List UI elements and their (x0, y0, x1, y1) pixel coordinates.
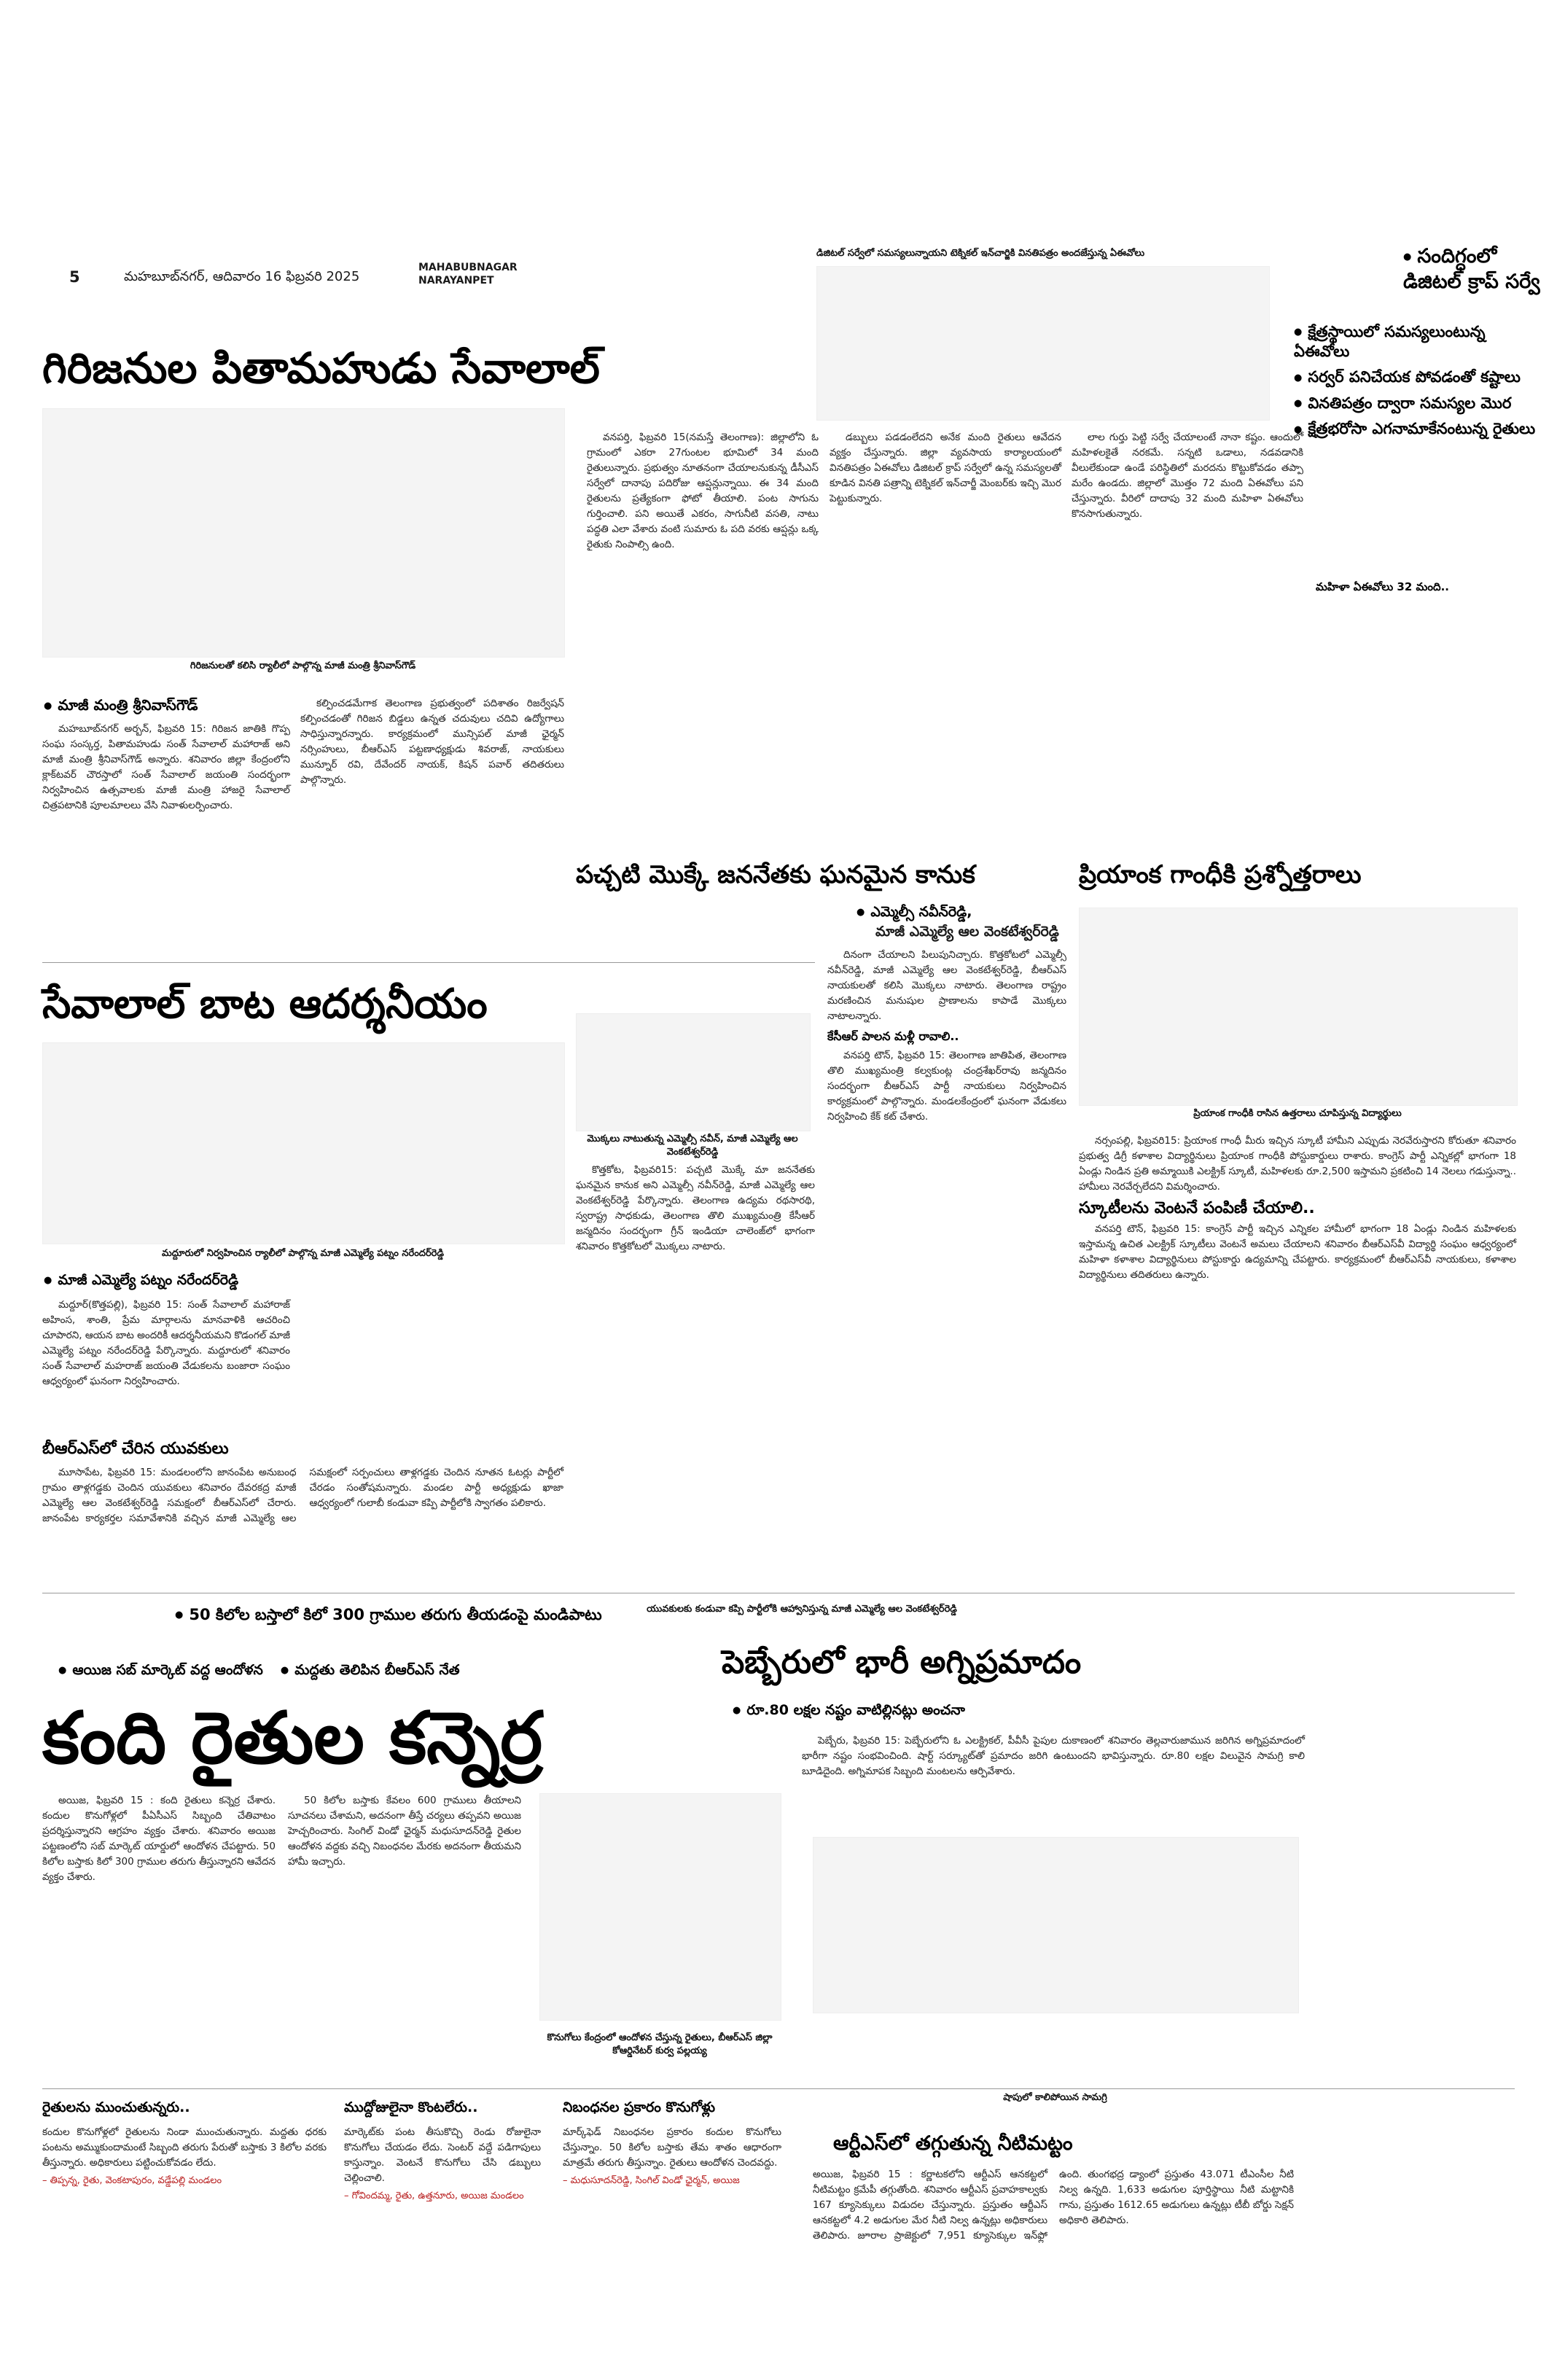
kandi-paragraph: అయిజ, ఫిబ్రవరి 15 : కంది రైతులు కన్నెర్ర చేశారు. కందుల కొనుగోళ్లలో పీఏసీఎస్ సిబ్బంది చేతివాటం ప్రదర్శిస్తున్నారని ఆగ్రహం వ్యక్తం చేశారు. శనివారం అయిజ పట్టణంలోని సబ్ మార్కెట్ యార్డులో ఆందోళన చేపట్టారు. 50 కిలోల బస్తాకు కిలో 300 గ్రాముల తరుగు తీస్తున్నారని ఆవేదన వ్యక్తం చేశారు. (42, 1795, 276, 1883)
quote-heading: రైతులను ముంచుతున్నరు.. (42, 2099, 190, 2115)
quote-body: మార్కెట్‌కు పంట తీసుకొచ్చి రెండు రోజులైనా కొనుగోలు చేయడం లేదు. సెంటర్ వద్దే పడిగాపులు కాస్తున్నాం. వెంటనే కొనుగోలు చేసి డబ్బులు చెల్లించాలి. (344, 2126, 541, 2184)
headline-rts-water: ఆర్టీఎస్‌లో తగ్గుతున్న నీటిమట్టం (833, 2132, 1073, 2155)
survey-paragraph: వనపర్తి, ఫిబ్రవరి 15(నమస్తే తెలంగాణ): జిల్లాలోని ఓ గ్రామంలో ఎకరా 27గుంటల భూమిలో 34 మంది రైతులున్నారు. ప్రభుత్వం నూతనంగా చేయాలనుకున్న డీసీఎస్ సర్వేలో దానాపు పదిరోజు ఆప్షన్లున్నాయి. ఈ 34 మంది రైతులను ప్రత్యేకంగా ఫోటో తీయాలి. పంట సాగును గుర్తించాలి. పని అయితే ఎకరం, సాగునీటి వసతి, నాటు పద్ధతి ఎలా వేశారు వంటి సుమారు ఓ పది వరకు ఆప్షన్లు ఒక్క రైతుకు నింపాల్సి ఉంది. (587, 432, 819, 550)
byline-srinivas-goud: ● మాజీ మంత్రి శ్రీనివాస్‌గౌడ్ (44, 696, 198, 717)
rts-water-body: అయిజ, ఫిబ్రవరి 15 : కర్ణాటకలోని ఆర్టీఎస్ ఆనకట్టలో నీటిమట్టం క్రమేపీ తగ్గుతోంది. శనివారం ఆర్టీఎస్ ప్రవాహకాల్వకు 167 క్యూసెక్కులు విడుదల చేస్తున్నారు. ప్రస్తుతం ఆర్టీఎస్ ఆనకట్టలో 4.2 అడుగుల మేర నీటి నిల్వ ఉన్నట్లు అధికారులు తెలిపారు. జూరాల ప్రాజెక్టులో 7,951 క్యూసెక్కుల ఇన్‌ఫ్లో ఉంది. తుంగభద్ర డ్యాంలో ప్రస్తుతం 43.071 టీఎంసీల నీటి నిల్వ ఉన్నది. 1,633 అడుగుల పూర్తిస్థాయి నీటి మట్టానికి గాను, ప్రస్తుతం 1612.65 అడుగులు ఉన్నట్లు టీబీ బోర్డు సెక్షన్ అధికారి తెలిపారు. (813, 2169, 1294, 2242)
survey-body-col2 (830, 430, 1061, 510)
kicker-support: ● మద్దతు తెలిపిన బీఆర్‌ఎస్ నేత (281, 1662, 460, 1682)
photo-caption-burnt-goods: షాపులో కాలిపోయిన సామగ్రి (1003, 2092, 1107, 2103)
survey-bullet: ● సర్వర్ పనిచేయక పోవడంతో కష్టాలు (1294, 367, 1542, 388)
brs-join-body (42, 1465, 563, 1526)
headline-green-gift: పచ్చటి మొక్కే జననేతకు ఘనమైన కానుక (576, 860, 975, 889)
kandi-protest-photo (539, 1793, 781, 2021)
farmer-quote-2 (344, 2099, 541, 2204)
maddur-rally-photo (42, 1042, 565, 1244)
survey-bullets (1294, 244, 1542, 440)
photo-caption-maddur: మద్దూరులో నిర్వహించిన ర్యాలీలో పాల్గొన్న మాజీ ఎమ్మెల్యే పట్నం నరేందర్‌రెడ్డి (161, 1248, 444, 1259)
plantation-body-col1 (576, 1163, 815, 1257)
fire-paragraph: పెబ్బేరు, ఫిబ్రవరి 15: పెబ్బేరులోని ఓ ఎలక్ట్రికల్, పీవీసీ పైపుల దుకాణంలో శనివారం తెల్లవారుజామున జరిగిన అగ్నిప్రమాదంలో భారీగా నష్టం సంభవించింది. షార్ట్ సర్క్యూట్‌తో ప్రమాదం జరిగి ఉంటుందని భావిస్తున్నారు. రూ.80 లక్షల విలువైన సామగ్రి కాలి బూడిదైంది. అగ్నిమాపక సిబ్బంది మంటలను ఆర్పివేశారు. (802, 1735, 1305, 1777)
brs-join-paragraph: మూసాపేట, ఫిబ్రవరి 15: మండలంలోని జానంపేట అనుబంధ గ్రామం తాళ్లగడ్డకు చెందిన యువకులు శనివారం దేవరకద్ర మాజీ ఎమ్మెల్యే ఆల వెంకటేశ్వర్‌రెడ్డి సమక్షంలో బీఆర్‌ఎస్‌లో చేరారు. జానంపేట కార్యకర్తల సమావేశానికి వచ్చిన మాజీ ఎమ్మెల్యే ఆల సమక్షంలో సర్పంచులు తాళ్లగడ్డకు చెందిన నూతన ఓటర్లు పార్టీలో చేరడం సంతోషమన్నారు. మండల పార్టీ అధ్యక్షుడు ఖాజా ఆధ్వర్యంలో గులాబీ కండువా కప్పి పార్టీలోకి స్వాగతం పలికారు. (42, 1467, 563, 1524)
survey-bullet: ● క్షేత్రస్థాయిలో సమస్యలుంటున్న ఏఈవోలు (1294, 322, 1542, 362)
survey-body-col3 (1072, 430, 1303, 525)
quote-body: మార్క్‌ఫెడ్ నిబంధనల ప్రకారం కందుల కొనుగోలు చేస్తున్నాం. 50 కిలోల బస్తాకు తేమ శాతం ఆధారంగా మాత్రమే తరుగు తీస్తున్నాం. రైతులు ఆందోళన చెందవద్దు. (563, 2126, 781, 2169)
quote-heading: నిబంధనల ప్రకారం కొనుగోళ్లు (563, 2099, 715, 2115)
sevalal-photo (42, 408, 565, 658)
headline-fire: పెబ్బేరులో భారీ అగ్నిప్రమాదం (722, 1644, 1082, 1681)
plantation-paragraph: కొత్తకోట, ఫిబ్రవరి15: పచ్చటి మొక్కే మా జననేతకు ఘనమైన కానుక అని ఎమ్మెల్సీ నవీన్‌రెడ్డి, మాజీ ఎమ్మెల్యే ఆల వెంకటేశ్వర్‌రెడ్డి పేర్కొన్నారు. తెలంగాణ ఉద్యమ రథసారథి, స్వరాష్ట్ర సాధకుడు, తెలంగాణ తొలి ముఖ్యమంత్రి కేసీఆర్ జన్మదినం సందర్భంగా గ్రీన్ ఇండియా చాలెంజ్‌లో భాగంగా శనివారం కొత్తకోటలో మొక్కలు నాటారు. (576, 1164, 815, 1252)
survey-bullet: ● సందిగ్ధంలో డిజిటల్ క్రాప్ సర్వే (1403, 244, 1542, 294)
quote-body: కందుల కొనుగోళ్లలో రైతులను నిండా ముంచుతున్నారు. మద్దతు ధరకు పంటను అమ్ముకుందామంటే సిబ్బంది తరుగు పేరుతో బస్తాకు 3 కిలోల వరకు తీస్తున్నారు. అధికారులు పట్టించుకోవడం లేదు. (42, 2126, 327, 2169)
farmer-quote-1 (42, 2099, 327, 2188)
headline-brs-join: బీఆర్‌ఎస్‌లో చేరిన యువకులు (42, 1440, 229, 1458)
date-line: మహబూబ్‌నగర్, ఆదివారం 16 ఫిబ్రవరి 2025 (124, 269, 360, 284)
photo-caption-plantation: మొక్కలు నాటుతున్న ఎమ్మెల్సీ నవీన్, మాజీ ఎమ్మెల్యే ఆల వెంకటేశ్వర్‌రెడ్డి (587, 1134, 798, 1158)
plantation-paragraph: వనపర్తి టౌన్, ఫిబ్రవరి 15: తెలంగాణ జాతిపిత, తెలంగాణ తొలి ముఖ్యమంత్రి కల్వకుంట్ల చంద్రశేఖర్‌రావు జన్మదినం సందర్భంగా బీఆర్‌ఎస్ పార్టీ నాయకులు నిర్వహించిన కార్యక్రమంలో పాల్గొన్నారు. మండలకేంద్రంలో ఘనంగా వేడుకలు నిర్వహించి కేక్ కట్ చేశారు. (827, 1050, 1066, 1123)
survey-body-col1 (587, 430, 819, 555)
photo-caption-sevalal: గిరిజనులతో కలిసి ర్యాలీలో పాల్గొన్న మాజీ మంత్రి శ్రీనివాస్‌గౌడ్ (190, 660, 416, 671)
kicker-weight: ● 50 కిలోల బస్తాలో కిలో 300 గ్రాముల తరుగు తీయడంపై మండిపాటు (175, 1604, 729, 1626)
edition-top: MAHABUBNAGAR (418, 262, 518, 273)
byline-ala-venkateshwar: మాజీ ఎమ్మెల్యే ఆల వెంకటేశ్వర్‌రెడ్డి (875, 924, 1059, 940)
byline-naveen-reddy: ● ఎమ్మెల్సీ నవీన్‌రెడ్డి, (856, 904, 1059, 924)
quote-signature: – మధుసూదన్‌రెడ్డి, సింగిల్ విండో ఛైర్మన్, అయిజ (563, 2175, 740, 2186)
kandi-paragraph: 50 కిలోల బస్తాకు కేవలం 600 గ్రాములు తీయాలని సూచనలు చేశామని, అదనంగా తీస్తే చర్యలు తప్పవని అయిజ హెచ్చరించారు. సింగిల్ విండో ఛైర్మన్ మధుసూదన్‌రెడ్డి రైతుల ఆందోళన వద్దకు వచ్చి నిబంధనల మేరకు అదనంగా తీయమని హామీ ఇచ్చారు. (288, 1795, 521, 1868)
sevalal-paragraph: కల్పించడమేగాక తెలంగాణ ప్రభుత్వంలో పదిశాతం రిజర్వేషన్ కల్పించడంతో గిరిజన బిడ్డలు ఉన్నత చదువులు చదివి ఉద్యోగాలు సాధిస్తున్నారన్నారు. కార్యక్రమంలో మున్సిపల్ మాజీ ఛైర్మన్ నర్సింహులు, బీఆర్‌ఎస్ పట్టణాధ్యక్షుడు శివరాజ్, నాయకులు మున్నూర్ రవి, దేవేందర్ నాయక్, కిషన్ పవార్ తదితరులు పాల్గొన్నారు. (300, 698, 564, 786)
priyanka-paragraph: నర్సంపల్లి, ఫిబ్రవరి15: ప్రియాంక గాంధీ మీరు ఇచ్చిన స్కూటీ హామీని ఎప్పుడు నెరవేరుస్తారని కోరుతూ శనివారం ప్రభుత్వ డిగ్రీ కళాశాల విద్యార్థినులు ప్రియాంక గాంధీకి పోస్టుకార్డులు రాశారు. కాంగ్రెస్ పార్టీ ఎన్నికల్లో భాగంగా 18 ఏండ్లు నిండిన ప్రతి అమ్మాయికి ఎలక్ట్రిక్ స్కూటీ, మహిళలకు రూ.2,500 ఇస్తామని ప్రకటించి 14 నెలలు గడుస్తున్నా.. హామీలు నెరవేర్చలేదని విమర్శించారు. (1079, 1135, 1516, 1193)
official-quote (563, 2099, 781, 2188)
quote-signature: – తిప్పన్న, రైతు, వెంకటాపురం, వడ్డేపల్లి మండలం (42, 2175, 222, 2186)
kandi-kickers-2 (58, 1662, 787, 1682)
headline-sevalal: గిరిజనుల పితామహుడు సేవాలాల్ (42, 343, 600, 393)
photo-caption-kandi-protest: కొనుగోలు కేంద్రంలో ఆందోళన చేస్తున్న రైతులు, బీఆర్‌ఎస్ జిల్లా కోఆర్డినేటర్ కుర్వ పల్లయ్య (547, 2032, 773, 2056)
plantation-body-col2 (827, 948, 1066, 1128)
sevalal-body-col2 (300, 696, 564, 791)
rts-water-story (813, 2132, 1294, 2244)
sub-heading-kcr: కేసీఆర్ పాలన మళ్లీ రావాలి.. (827, 1029, 959, 1043)
photo-caption-aeo: డిజిటల్ సర్వేలో సమస్యలున్నాయని టెక్నికల్ ఇన్‌చార్జికి వినతిపత్రం అందజేస్తున్న ఏఈవోలు (816, 248, 1145, 259)
quote-signature: – గోవిందమ్మ, రైతు, ఉత్తనూరు, అయిజ మండలం (344, 2190, 524, 2201)
quote-heading: ముద్దోజులైనా కొంటలేరు.. (344, 2099, 478, 2115)
priyanka-body (1079, 1134, 1516, 1286)
maddur-paragraph: మద్దూర్(కొత్తపల్లి), ఫిబ్రవరి 15: సంత్ సేవాలాల్ మహారాజ్ అహింస, శాంతి, ప్రేమ మార్గాలను మానవాళికి ఆచరించి చూపారని, ఆయన బాట అందరికీ ఆదర్శనీయమని కొడంగల్ మాజీ ఎమ్మెల్యే పట్నం నరేందర్‌రెడ్డి పేర్కొన్నారు. మద్దూరులో శనివారం సంత్ సేవాలాల్ మహరాజ్ జయంతి వేడుకలను బంజారా సంఘం ఆధ్వర్యంలో ఘనంగా నిర్వహించారు. (42, 1299, 290, 1387)
plantation-photo (576, 1013, 811, 1131)
aeo-photo (816, 266, 1270, 421)
priyanka-paragraph: వనపర్తి టౌన్, ఫిబ్రవరి 15: కాంగ్రెస్ పార్టీ ఇచ్చిన ఎన్నికల హామీలో భాగంగా 18 ఏండ్లు నిండిన మహిళలకు ఇస్తామన్న ఉచిత ఎలక్ట్రిక్ స్కూటీలు వెంటనే అమలు చేయాలని శనివారం బీఆర్‌ఎస్‌వీ విద్యార్థి సంఘం ఆధ్వర్యంలో మహిళా కళాశాల విద్యార్థినులు పోస్టుకార్డు ఉద్యమాన్ని చేపట్టారు. కార్యక్రమంలో బీఆర్‌ఎస్‌వీ నాయకులు, కళాశాల విద్యార్థినులు తదితరులు ఉన్నారు. (1079, 1223, 1516, 1281)
sevalal-body-col1 (42, 722, 290, 816)
fire-photo (813, 1837, 1299, 2013)
page-number: 5 (69, 268, 80, 286)
plantation-bylines (856, 904, 1059, 943)
sevalal-paragraph: మహబూబ్‌నగర్ అర్బన్, ఫిబ్రవరి 15: గిరిజన జాతికి గొప్ప సంఘ సంస్కర్త, పితామహుడు సంత్ సేవాలాల్ మహారాజ్ అని మాజీ మంత్రి శ్రీనివాస్‌గౌడ్ అన్నారు. శనివారం జిల్లా కేంద్రంలోని క్లాక్‌టవర్ చౌరస్తాలో సంత్ సేవాలాల్ జయంతి సందర్భంగా నిర్వహించిన ఉత్సవాలకు మాజీ మంత్రి హాజరై సేవాలాల్ చిత్రపటానికి పూలమాలలు వేసి నివాళులర్పించారు. (42, 723, 290, 811)
kicker-protest: ● ఆయిజ సబ్ మార్కెట్ వద్ద ఆందోళన (58, 1662, 263, 1682)
sub-heading-scooty: స్కూటీలను వెంటనే పంపిణీ చేయాలి.. (1079, 1199, 1315, 1217)
survey-bullet: ● క్షేత్రభరోసా ఎగనామాకేనంటున్న రైతులు (1294, 419, 1542, 440)
kandi-body-col1 (42, 1793, 276, 1888)
sub-heading-women-aeo: మహిళా ఏఈవోలు 32 మంది.. (1316, 580, 1449, 593)
edition-name (418, 261, 518, 287)
edition-bottom: NARAYANPET (418, 275, 494, 286)
survey-paragraph: లాల గుర్తు పెట్టి సర్వే చేయాలంటే నానా కష్టం. ఆందులో మహిళలకైతే నరకమే. సన్నటి ఒడాలు, నడవడానికి వీలులేకుండా ఉండే పరిస్థితిలో మరదను కొట్టుకోవడం తప్పా మరేం ఉండదు. జిల్లాలో మొత్తం 72 మంది ఏఈవోలు పని చేస్తున్నారు. వీరిలో దాదాపు 32 మంది మహిళా ఏఈవోలు కొనసాగుతున్నారు. (1072, 432, 1303, 520)
headline-kandi: కంది రైతుల కన్నెర్ర (42, 1697, 543, 1780)
fire-body (802, 1733, 1305, 1782)
photo-caption-youth-join: యువకులకు కండువా కప్పి పార్టీలోకి ఆహ్వానిస్తున్న మాజీ ఎమ్మెల్యే ఆల వెంకటేశ్వర్‌రెడ్డి (647, 1604, 957, 1615)
maddur-body (42, 1298, 290, 1392)
fire-bullet: ● రూ.80 లక్షల నష్టం వాటిల్లినట్లు అంచనా (733, 1702, 965, 1722)
headline-priyanka: ప్రియాంక గాంధీకి ప్రశ్నోత్తరాలు (1079, 860, 1362, 889)
students-photo (1079, 908, 1518, 1106)
photo-caption-students: ప్రియాంక గాంధీకి రాసిన ఉత్తరాలు చూపిస్తున్న విద్యార్థులు (1193, 1108, 1402, 1119)
plantation-paragraph: దినంగా చేయాలని పిలుపునిచ్చారు. కొత్తకోటలో ఎమ్మెల్సీ నవీన్‌రెడ్డి, మాజీ ఎమ్మెల్యే ఆల వెంకటేశ్వర్‌రెడ్డి, బీఆర్‌ఎస్ నాయకులతో కలిసి మొక్కలు నాటారు. తెలంగాణ రాష్ట్రం మరణించిన మనుషుల ప్రాణాలను కాపాడే మొక్కలు నాటాలన్నారు. (827, 949, 1066, 1022)
survey-bullet: ● వినతిపత్రం ద్వారా సమస్యల మొర (1294, 394, 1542, 414)
kandi-body-col2 (288, 1793, 521, 1873)
survey-paragraph: డబ్బులు పడడంలేదని అనేక మంది రైతులు ఆవేదన వ్యక్తం చేస్తున్నారు. జిల్లా వ్యవసాయ కార్యాలయంలో వినతిపత్రం ఏఈవోలు డిజిటల్ క్రాప్ సర్వేలో ఉన్న సమస్యలతో కూడిన వినతి పత్రాన్ని టెక్నికల్ ఇన్‌చార్జీ మెంబర్‌కు ఇచ్చి మొర పెట్టుకున్నారు. (830, 432, 1061, 504)
byline-narender-reddy: ● మాజీ ఎమ్మెల్యే పట్నం నరేందర్‌రెడ్డి (44, 1272, 238, 1292)
headline-sevalal-bata: సేవాలాల్ బాట ఆదర్శనీయం (42, 980, 488, 1028)
